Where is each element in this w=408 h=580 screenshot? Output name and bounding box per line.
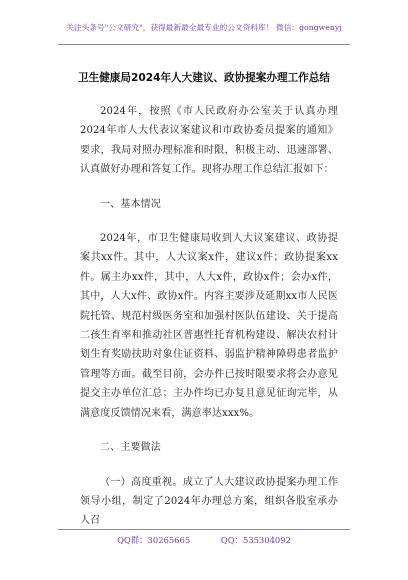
header-divider — [58, 44, 350, 45]
intro-paragraph: 2024年，按照《市人民政府办公室关于认真办理2024年市人大代表议案建议和市政协委员提案的通知》要求，我局对照办理标准和时限，积极主动、迅速部署、认真做好办理和答复工作。现将办理工作总结汇报如下： — [80, 106, 338, 176]
footer-contact — [0, 534, 408, 546]
section-heading-basic: 一、基本情况 — [100, 198, 161, 210]
practice-paragraph: （一）高度重视。成立了人大建议政协提案办理工作领导小组，制定了2024年办理总方案，组织各股室承办人召 — [80, 476, 338, 527]
basic-info-paragraph: 2024年，市卫生健康局收到人大议案建议、政协提案共xx件。其中，人大议案x件，建议x件；政协提案xx件。属主办xx件，其中，人大x件，政协x件；会办x件，其中，人大x件、政协x件。内容主要涉及延期xx市人民医院托管、规范村级医务室和加强村医队伍建设、关于提高二孩生育率和推动社区普惠性托育机构建设、解决农村计划生育奖励扶助对象住证资料、弱监护精神障碍患者监护管理等方面。截至目前，会办件已按时限要求将会办意见提交主办单位汇总；主办件均已办复且意见征询完毕，从满意度反馈情况来看，满意率达xxx%。 — [80, 233, 338, 419]
qq-group-label: QQ群：30265665 — [117, 535, 191, 545]
section-heading-practices: 二、主要做法 — [100, 442, 161, 454]
document-body — [80, 102, 338, 531]
document-title: 卫生健康局2024年人大建议、政协提案办理工作总结 — [78, 72, 330, 84]
header-notice: 关注头条号"公文研究"，获得最新最全最专业的公文资料库！ 微信：gongwenyj — [66, 23, 342, 32]
qq-number-label: QQ：535304092 — [220, 535, 291, 545]
footer-divider — [58, 529, 350, 530]
